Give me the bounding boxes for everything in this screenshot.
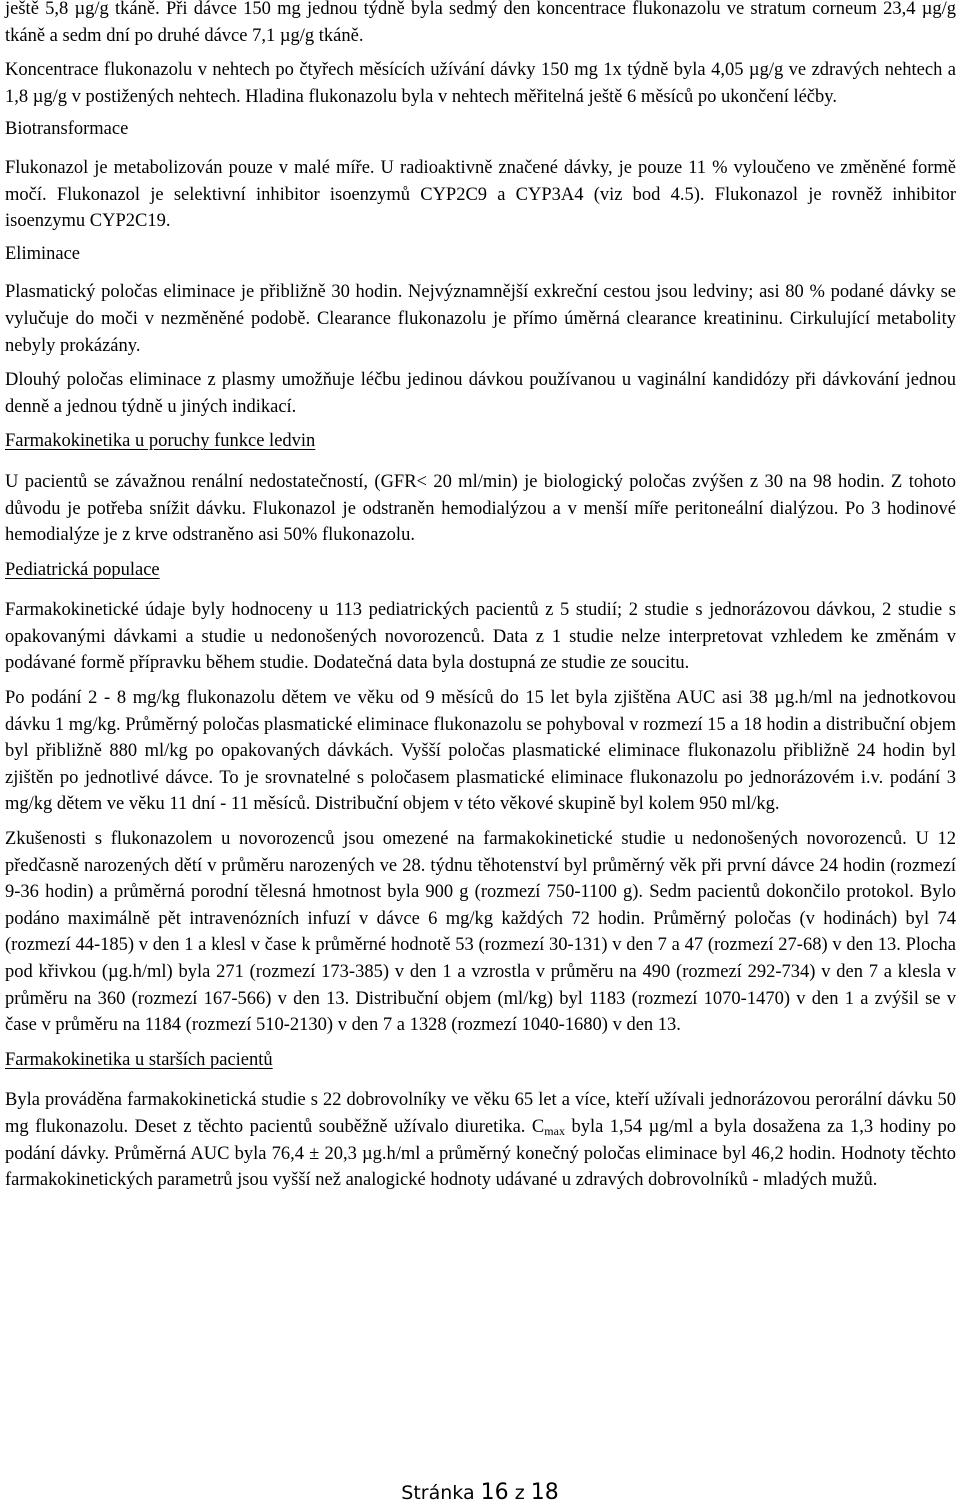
section-heading-eliminace: Eliminace: [5, 243, 80, 264]
paragraph: Koncentrace flukonazolu v nehtech po čtyřech měsících užívání dávky 150 mg 1x týdně byla 4,05 µg/g ve zdravých nehtech a 1,8 µg/g v postižených nehtech. Hladina flukonazolu byla v nehtech měřitelná ještě 6 měsíců po ukončení léčby.: [5, 60, 956, 107]
text-run: byla 1,54 µg/ml a byla dosažena za 1,3 hodiny po podání dávky. Průměrná AUC byla 76,4 ± 20,3 µg.h/ml a průměrný konečný poločas eliminace byl 46,2 hodin. Hodnoty těchto farmakokinetických parametrů jsou vyšší než analogické hodnoty udávané u zdravých dobrovolníků - mladých mužů.: [5, 1116, 956, 1191]
section-heading-pediatricka-populace: Pediatrická populace: [5, 559, 160, 580]
text-run: Byla prováděna farmakokinetická studie s 22 dobrovolníky ve věku 65 let a více, kteří užívali jednorázovou perorální dávku 50 mg flukonazolu. Deset z těchto pacientů souběžně užívalo diuretika. C: [5, 1090, 956, 1137]
paragraph: Farmakokinetické údaje byly hodnoceny u 113 pediatrických pacientů z 5 studií; 2 studie s jednorázovou dávkou, 2 studie s opakovanými dávkami a studie u nedonošených novorozenců. Data z 1 studie nelze interpretovat vzhledem ke změnám v podávané formě přípravku během studie. Dodatečná data byla dostupná ze studie ze soucitu.: [5, 600, 956, 674]
paragraph-starsi-pacienti: [5, 1087, 956, 1193]
paragraph: Po podání 2 - 8 mg/kg flukonazolu dětem ve věku od 9 měsíců do 15 let byla zjištěna AUC asi 38 µg.h/ml na jednotkovou dávku 1 mg/kg. Průměrný poločas plasmatické eliminace flukonazolu se pohyboval v rozmezí 15 a 18 hodin a distribuční objem byl přibližně 880 ml/kg po opakovaných dávkách. Vyšší poločas plasmatické eliminace flukonazolu přibližně 24 hodin byl zjištěn po jednotlivé dávce. To je srovnatelné s poločasem plasmatické eliminace flukonazolu po jednorázovém i.v. podání 3 mg/kg dětem ve věku 11 dní - 11 měsíců. Distribuční objem v této věkové skupině byl kolem 950 ml/kg.: [5, 688, 956, 815]
section-heading-biotransformace: Biotransformace: [5, 119, 129, 140]
section-heading-starsi-pacienti: Farmakokinetika u starších pacientů: [5, 1049, 273, 1070]
paragraph: Dlouhý poločas eliminace z plasmy umožňuje léčbu jedinou dávkou používanou u vaginální kandidózy při dávkování jednou denně a jednou týdně u jiných indikací.: [5, 370, 956, 417]
paragraph: Plasmatický poločas eliminace je přibližně 30 hodin. Nejvýznamnější exkreční cestou jsou ledviny; asi 80 % podané dávky se vylučuje do moči v nezměněné podobě. Clearance flukonazolu je přímo úměrná clearance kreatininu. Cirkulující metabolity nebyly prokázány.: [5, 282, 956, 356]
footer-total-pages: 18: [530, 1480, 559, 1505]
footer-word-of: z: [514, 1482, 525, 1504]
paragraph: ještě 5,8 µg/g tkáně. Při dávce 150 mg jednou týdně byla sedmý den koncentrace flukonazolu ve stratum corneum 23,4 µg/g tkáně a sedm dní po druhé dávce 7,1 µg/g tkáně.: [5, 0, 956, 46]
section-heading-ledviny: Farmakokinetika u poruchy funkce ledvin: [5, 431, 316, 452]
paragraph: U pacientů se závažnou renální nedostatečností, (GFR< 20 ml/min) je biologický poločas zvýšen z 30 na 98 hodin. Z tohoto důvodu je potřeba snížit dávku. Flukonazol je odstraněn hemodialýzou a v menší míře peritoneální dialýzou. Po 3 hodinové hemodialýze je z krve odstraněno asi 50% flukonazolu.: [5, 471, 956, 546]
footer-word-page: Stránka: [401, 1482, 475, 1504]
page-footer: [0, 1481, 960, 1505]
paragraph: Flukonazol je metabolizován pouze v malé míře. U radioaktivně značené dávky, je pouze 11 % vyloučeno ve změněné formě močí. Flukonazol je selektivní inhibitor isoenzymů CYP2C9 a CYP3A4 (viz bod 4.5). Flukonazol je rovněž inhibitor isoenzymu CYP2C19.: [5, 157, 956, 232]
subscript-max: max: [544, 1123, 565, 1138]
paragraph: Zkušenosti s flukonazolem u novorozenců jsou omezené na farmakokinetické studie u nedonošených novorozenců. U 12 předčasně narozených dětí v průměru narozených ve 28. týdnu těhotenství byl průměrný věk při první dávce 24 hodin (rozmezí 9-36 hodin) a průměrná porodní tělesná hmotnost byla 900 g (rozmezí 750-1100 g). Sedm pacientů dokončilo protokol. Bylo podáno maximálně pět intravenózních infuzí v dávce 6 mg/kg každých 72 hodin. Průměrný poločas (v hodinách) byl 74 (rozmezí 44-185) v den 1 a klesl v čase k průměrné hodnotě 53 (rozmezí 30-131) v den 7 a 47 (rozmezí 27-68) v den 13. Plocha pod křivkou (µg.h/ml) byla 271 (rozmezí 173-385) v den 1 a vzrostla v průměru na 490 (rozmezí 292-734) v den 7 a klesla v průměru na 360 (rozmezí 167-566) v den 13. Distribuční objem (ml/kg) byl 1183 (rozmezí 1070-1470) v den 1 a zvýšil se v čase v průměru na 1184 (rozmezí 510-2130) v den 7 a 1328 (rozmezí 1040-1680) v den 13.: [5, 829, 956, 1036]
footer-page-number: 16: [480, 1480, 509, 1505]
document-page: [5, 0, 956, 1202]
